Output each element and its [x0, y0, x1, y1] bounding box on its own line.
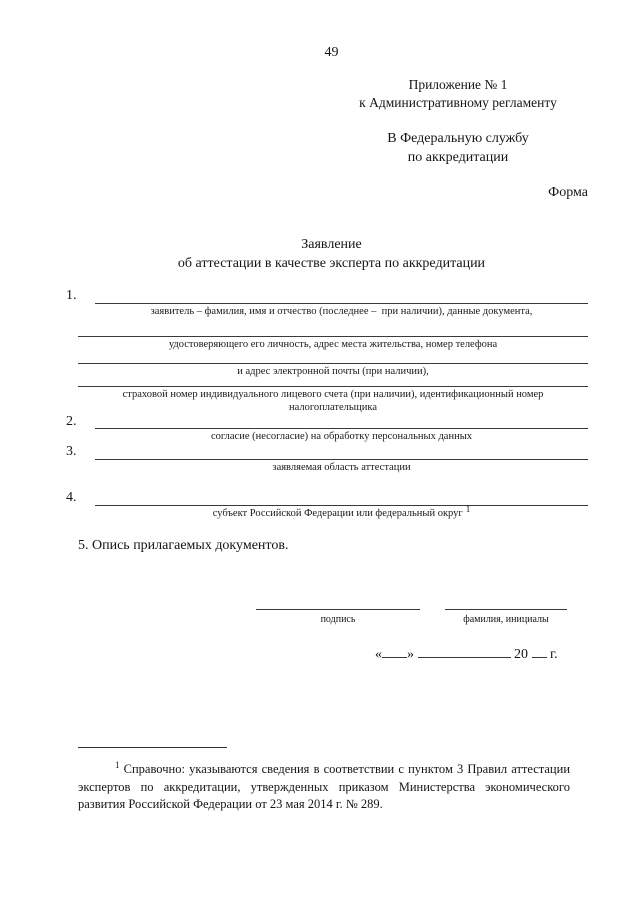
item-1-caption-2: удостоверяющего его личность, адрес места жительства, номер телефона [168, 339, 498, 350]
item-5-number: 5. [78, 538, 89, 553]
page-number: 49 [324, 45, 339, 60]
item-1-field-line-2 [78, 336, 588, 337]
item-4-caption-text: субъект Российской Федерации или федеральный округ [212, 508, 463, 519]
form-label: Форма [548, 185, 588, 200]
item-4-caption [95, 503, 588, 520]
date-open-quote: « [375, 647, 382, 662]
item-1-field-line-3 [78, 363, 588, 364]
item-5-text: Опись прилагаемых документов. [92, 538, 289, 553]
item-4-field-line [95, 505, 588, 506]
footnote-ref: 1 [115, 759, 120, 770]
date-month-blank [418, 645, 511, 658]
date-line [375, 645, 558, 664]
signature-label: подпись [320, 614, 356, 625]
appendix-line-2: к Административному регламенту [359, 95, 557, 110]
addressee-line-1: В Федеральную службу [387, 131, 529, 146]
signature-line [256, 609, 420, 610]
footnote-separator [78, 747, 227, 748]
date-close-quote: » [407, 647, 414, 662]
appendix-line-1: Приложение № 1 [408, 77, 508, 92]
date-year-blank [532, 645, 547, 658]
name-line [445, 609, 567, 610]
item-1-caption-3: и адрес электронной почты (при наличии), [237, 366, 429, 377]
addressee-block [328, 129, 588, 167]
item-1-field-line-1 [95, 303, 588, 304]
name-label: фамилия, инициалы [463, 614, 549, 625]
item-3-caption: заявляемая область аттестации [272, 462, 411, 473]
date-day-blank [382, 645, 407, 658]
footnote [78, 761, 570, 814]
item-1-caption-4: страховой номер индивидуального лицевого счета (при наличии), идентификационный номер налогоплательщика [122, 389, 544, 413]
title-line-2: об аттестации в качестве эксперта по аккредитации [177, 256, 486, 271]
date-year-prefix: 20 [514, 647, 528, 662]
item-4-number: 4. [66, 490, 77, 505]
appendix-block [328, 76, 588, 112]
item-4-footnote-ref: 1 [465, 503, 471, 514]
item-3-number: 3. [66, 444, 77, 459]
item-2-field-line [95, 428, 588, 429]
item-3-field-line [95, 459, 588, 460]
item-1-number: 1. [66, 288, 77, 303]
addressee-line-2: по аккредитации [407, 150, 509, 165]
item-2-number: 2. [66, 414, 77, 429]
title-line-1: Заявление [301, 237, 362, 252]
date-year-suffix: г. [550, 647, 558, 662]
item-1-field-line-4 [78, 386, 588, 387]
item-1-caption-1: заявитель – фамилия, имя и отчество (последнее – при наличии), данные документа, [150, 306, 533, 317]
item-2-caption: согласие (несогласие) на обработку персональных данных [210, 431, 473, 442]
footnote-body: Справочно: указываются сведения в соответствии с пунктом 3 Правил аттестации экспертов по аккредитации, утвержденных приказом Министерства экономического развития Российской Федерации от 23 мая 2014 г. № 289. [78, 762, 571, 811]
document-title [75, 235, 588, 273]
item-5 [78, 537, 288, 555]
